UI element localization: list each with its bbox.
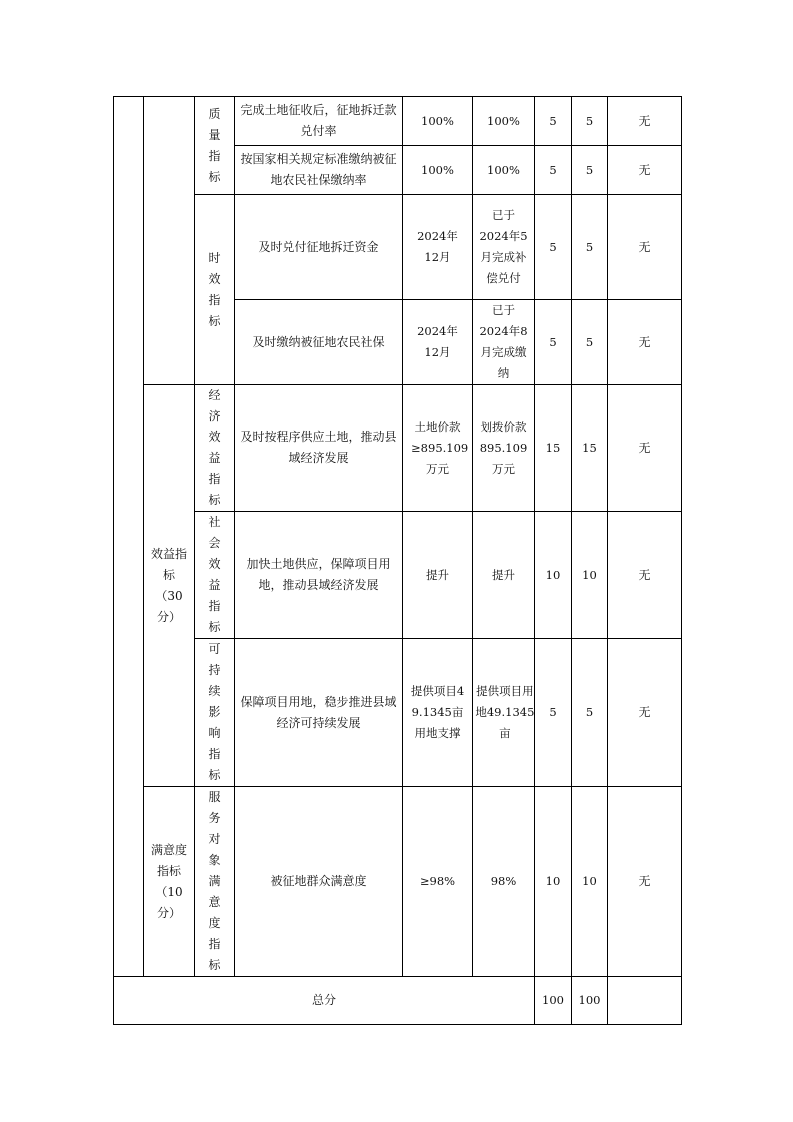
category-cell: 效益指标（30分） (144, 385, 195, 787)
sub-category-cell: 质量指标 (195, 97, 235, 195)
actual-cell: 100% (473, 97, 535, 146)
weight-cell: 5 (535, 195, 572, 300)
performance-table (113, 96, 682, 1025)
total-note (608, 977, 682, 1025)
table-row (114, 385, 682, 512)
actual-cell: 100% (473, 146, 535, 195)
actual-cell: 提供项目用地49.1345亩 (473, 639, 535, 787)
score-cell: 5 (572, 195, 608, 300)
sub-category-cell: 服务对象满意度指标 (195, 787, 235, 977)
table-row (114, 97, 682, 146)
target-cell: 提供项目49.1345亩用地支撑 (403, 639, 473, 787)
table-row (114, 787, 682, 977)
total-row (114, 977, 682, 1025)
weight-cell: 15 (535, 385, 572, 512)
weight-cell: 5 (535, 146, 572, 195)
category-cell: 满意度指标（10分） (144, 787, 195, 977)
sub-category-cell: 经济效益指标 (195, 385, 235, 512)
table-row (114, 195, 682, 300)
indicator-cell: 完成土地征收后，征地拆迁款兑付率 (235, 97, 403, 146)
score-cell: 10 (572, 512, 608, 639)
score-cell: 10 (572, 787, 608, 977)
score-cell: 15 (572, 385, 608, 512)
target-cell: 提升 (403, 512, 473, 639)
score-cell: 5 (572, 146, 608, 195)
blank-category-cell (144, 97, 195, 385)
target-cell: ≥98% (403, 787, 473, 977)
weight-cell: 10 (535, 512, 572, 639)
blank-outer-cell (114, 97, 144, 977)
note-cell: 无 (608, 512, 682, 639)
actual-cell: 已于2024年5月完成补偿兑付 (473, 195, 535, 300)
target-cell: 100% (403, 146, 473, 195)
indicator-cell: 及时缴纳被征地农民社保 (235, 300, 403, 385)
target-cell: 土地价款≥895.109万元 (403, 385, 473, 512)
note-cell: 无 (608, 385, 682, 512)
total-label: 总分 (114, 977, 535, 1025)
weight-cell: 5 (535, 639, 572, 787)
actual-cell: 98% (473, 787, 535, 977)
score-cell: 5 (572, 300, 608, 385)
target-cell: 2024年12月 (403, 195, 473, 300)
indicator-cell: 保障项目用地，稳步推进县域经济可持续发展 (235, 639, 403, 787)
score-cell: 5 (572, 639, 608, 787)
note-cell: 无 (608, 97, 682, 146)
indicator-cell: 加快土地供应，保障项目用地，推动县域经济发展 (235, 512, 403, 639)
note-cell: 无 (608, 146, 682, 195)
note-cell: 无 (608, 195, 682, 300)
actual-cell: 已于2024年8月完成缴纳 (473, 300, 535, 385)
sub-category-cell: 可持续影响指标 (195, 639, 235, 787)
sub-category-cell: 社会效益指标 (195, 512, 235, 639)
total-score: 100 (572, 977, 608, 1025)
indicator-cell: 及时按程序供应土地，推动县域经济发展 (235, 385, 403, 512)
weight-cell: 10 (535, 787, 572, 977)
actual-cell: 划拨价款895.109万元 (473, 385, 535, 512)
score-cell: 5 (572, 97, 608, 146)
note-cell: 无 (608, 787, 682, 977)
target-cell: 100% (403, 97, 473, 146)
table-row (114, 639, 682, 787)
total-weight: 100 (535, 977, 572, 1025)
actual-cell: 提升 (473, 512, 535, 639)
indicator-cell: 及时兑付征地拆迁资金 (235, 195, 403, 300)
sub-category-cell: 时效指标 (195, 195, 235, 385)
weight-cell: 5 (535, 300, 572, 385)
note-cell: 无 (608, 639, 682, 787)
table-row (114, 512, 682, 639)
target-cell: 2024年12月 (403, 300, 473, 385)
weight-cell: 5 (535, 97, 572, 146)
note-cell: 无 (608, 300, 682, 385)
indicator-cell: 被征地群众满意度 (235, 787, 403, 977)
indicator-cell: 按国家相关规定标准缴纳被征地农民社保缴纳率 (235, 146, 403, 195)
